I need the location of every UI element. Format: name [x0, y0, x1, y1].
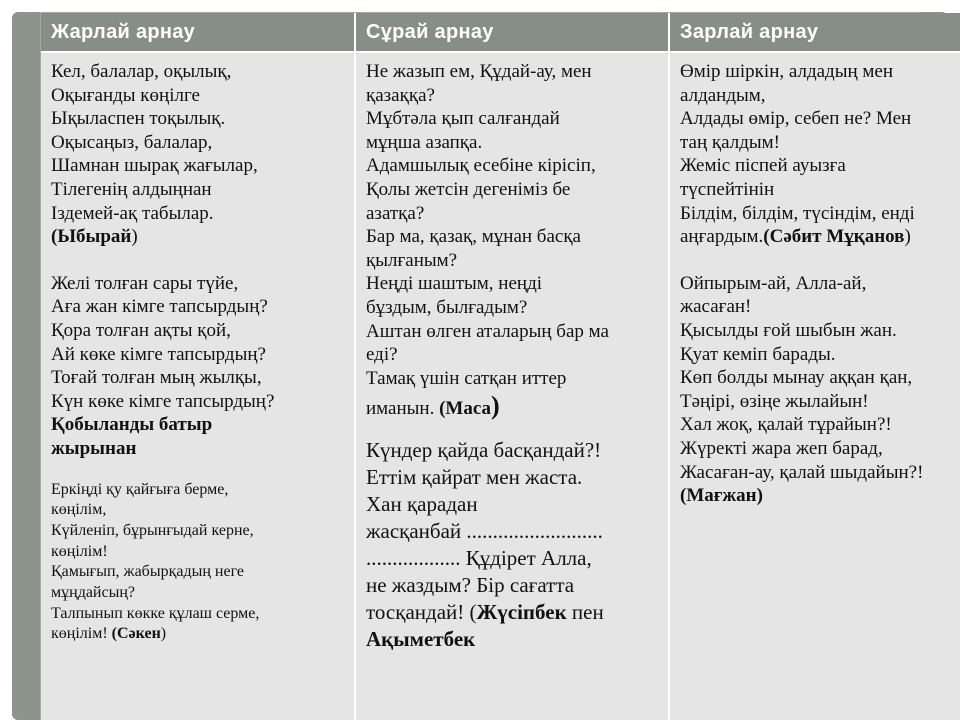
poem-line: азатқа?	[366, 202, 425, 224]
stanza-gap	[51, 461, 344, 480]
poem-line: Хал жоқ, қалай тұрайын?!	[680, 414, 892, 436]
poem-line: Білдім, білдім, түсіндім, енді	[680, 202, 915, 224]
poem-line: Ойпырым-ай, Алла-ай,	[680, 272, 867, 294]
poem-line: таң қалдым!	[680, 131, 780, 153]
poem-line-end: иманын.	[366, 398, 440, 420]
poem-line: Шамнан шырақ жағылар,	[51, 155, 258, 177]
poem-line: түспейтінін	[680, 178, 775, 200]
poem-line: алдандым,	[680, 84, 766, 106]
poem-line: мұңдайсың?	[51, 584, 136, 602]
poem-line: Тәңірі, өзіңе жылайын!	[680, 390, 869, 412]
poem-line: Аға жан кімге тапсырдың?	[51, 296, 268, 318]
poem-line: Желі толған сары түйе,	[51, 272, 239, 294]
poem-line: Жүректі жара жеп барад,	[680, 437, 883, 459]
poem-author: (Сәбит Мұқанов	[763, 226, 905, 248]
poem-line-end: көңілім!	[51, 625, 112, 643]
poem-author-line	[680, 225, 960, 249]
poem-line: не жаздым? Бір сағатта	[366, 573, 575, 598]
poem-author-close: )	[131, 226, 138, 248]
poem-line: бұздым, былғадым?	[366, 296, 528, 318]
stanza-gap	[366, 425, 658, 437]
poem-line: Қуат кеміп барады.	[680, 343, 836, 365]
poem-author-close: )	[904, 226, 911, 248]
poem-line: Еркіңді қу қайғыға берме,	[51, 480, 229, 498]
poem-author: (Ыбырай	[51, 226, 132, 248]
stanza-gap	[51, 249, 344, 272]
poem-line: Жеміс піспей ауызға	[680, 155, 846, 177]
poem-line: көңілім,	[51, 501, 107, 519]
poem-author-line	[680, 484, 960, 508]
poem-line: Неңді шаштым, неңді	[366, 273, 543, 295]
poem-author-line	[51, 225, 344, 249]
poem-line: Қолы жетсін дегеніміз бе	[366, 178, 571, 200]
poem-author: (Мағжан)	[680, 485, 763, 507]
poem-source-line	[51, 413, 344, 437]
poem-line: Жасаған-ау, қалай шыдайын?!	[680, 461, 924, 483]
poem-line: Қамығып, жабырқадың неге	[51, 563, 245, 581]
poems-table	[41, 13, 960, 720]
poem-line: Оқығанды көңілге	[51, 84, 200, 106]
poem-line: Қора толған ақты қой,	[51, 319, 231, 341]
poem-line: Күн көке кімге тапсырдың?	[51, 390, 275, 412]
poem-line: қылғаным?	[366, 249, 458, 271]
poem-line: Қысылды ғой шыбын жан.	[680, 319, 897, 341]
header-surai-arnau: Сұрай арнау	[355, 13, 669, 52]
poem-source: жырынан	[51, 437, 137, 459]
poem-author-line	[51, 624, 344, 645]
poem-line: Ай көке кімге тапсырдың?	[51, 343, 266, 365]
poem-line: жасаған!	[680, 296, 752, 318]
poem-line: Тоғай толған мың жылқы,	[51, 367, 262, 389]
poem-line-end: аңғардым.	[680, 226, 764, 248]
poem-line: Бар ма, қазақ, мұнан басқа	[366, 226, 581, 248]
poem-line: еді?	[366, 344, 398, 366]
poem-line: Алдады өмір, себеп не? Мен	[680, 108, 912, 130]
poem-author: Ақыметбек	[366, 627, 476, 652]
poem-author-close: )	[160, 625, 167, 643]
cell-zarlai-arnau	[669, 52, 960, 720]
poem-author-line	[366, 390, 658, 425]
poem-line: Еттім қайрат мен жаста.	[366, 465, 583, 490]
poem-line: Күйленіп, бұрынғыдай керне,	[51, 521, 254, 539]
poem-line: Іздемей-ақ табылар.	[51, 202, 214, 224]
poem-line: Не жазып ем, Құдай-ау, мен	[366, 61, 592, 82]
poem-author: Жүсіпбек	[476, 600, 567, 625]
poem-line: Тілегенің алдыңнан	[51, 178, 212, 200]
poem-line: Талпынып көкке құлаш серме,	[51, 604, 260, 622]
poem-author: (Сәкен	[111, 625, 161, 643]
poem-line: көңілім!	[51, 542, 108, 560]
cell-zharlai-arnau	[41, 52, 355, 720]
poem-line: Кел, балалар, оқылық,	[51, 61, 232, 82]
poem-author-join: пен	[566, 600, 604, 625]
poem-source: Қобыланды батыр	[51, 414, 213, 436]
poem-author-line	[366, 626, 658, 653]
poem-line: қазаққа?	[366, 84, 435, 106]
poem-line: мұңша азапқа.	[366, 131, 483, 153]
poem-line: Оқысаңыз, балалар,	[51, 131, 213, 153]
poem-line: Көп болды мынау аққан қан,	[680, 367, 913, 389]
poem-line: Күндер қайда басқандай?!	[366, 438, 602, 463]
poem-line: Аштан өлген аталарың бар ма	[366, 320, 609, 342]
content-row	[41, 52, 960, 720]
poem-author: (Маса	[439, 398, 492, 420]
poem-source-line	[51, 437, 344, 461]
cell-surai-arnau	[355, 52, 669, 720]
poem-author-close: )	[491, 391, 500, 421]
poem-line-end: тосқандай! (	[366, 600, 477, 625]
stanza-gap	[680, 249, 960, 272]
header-zarlai-arnau: Зарлай арнау	[669, 13, 960, 52]
header-zharlai-arnau: Жарлай арнау	[41, 13, 355, 52]
poem-line: Мұбтәла қып салғандай	[366, 108, 560, 130]
poem-line: жасқанбай ..........................	[366, 519, 603, 544]
poem-line: Өмір шіркін, алдадың мен	[680, 61, 894, 82]
poem-line: Ықыласпен тоқылық.	[51, 108, 226, 130]
poem-line: Адамшылық есебіне кірісіп,	[366, 155, 596, 177]
poem-line: Хан қарадан	[366, 492, 478, 517]
header-row	[41, 13, 960, 52]
poem-line: .................. Құдірет Алла,	[366, 546, 592, 571]
poem-author-line	[366, 599, 658, 626]
poem-line: Тамақ үшін сатқан иттер	[366, 367, 567, 389]
